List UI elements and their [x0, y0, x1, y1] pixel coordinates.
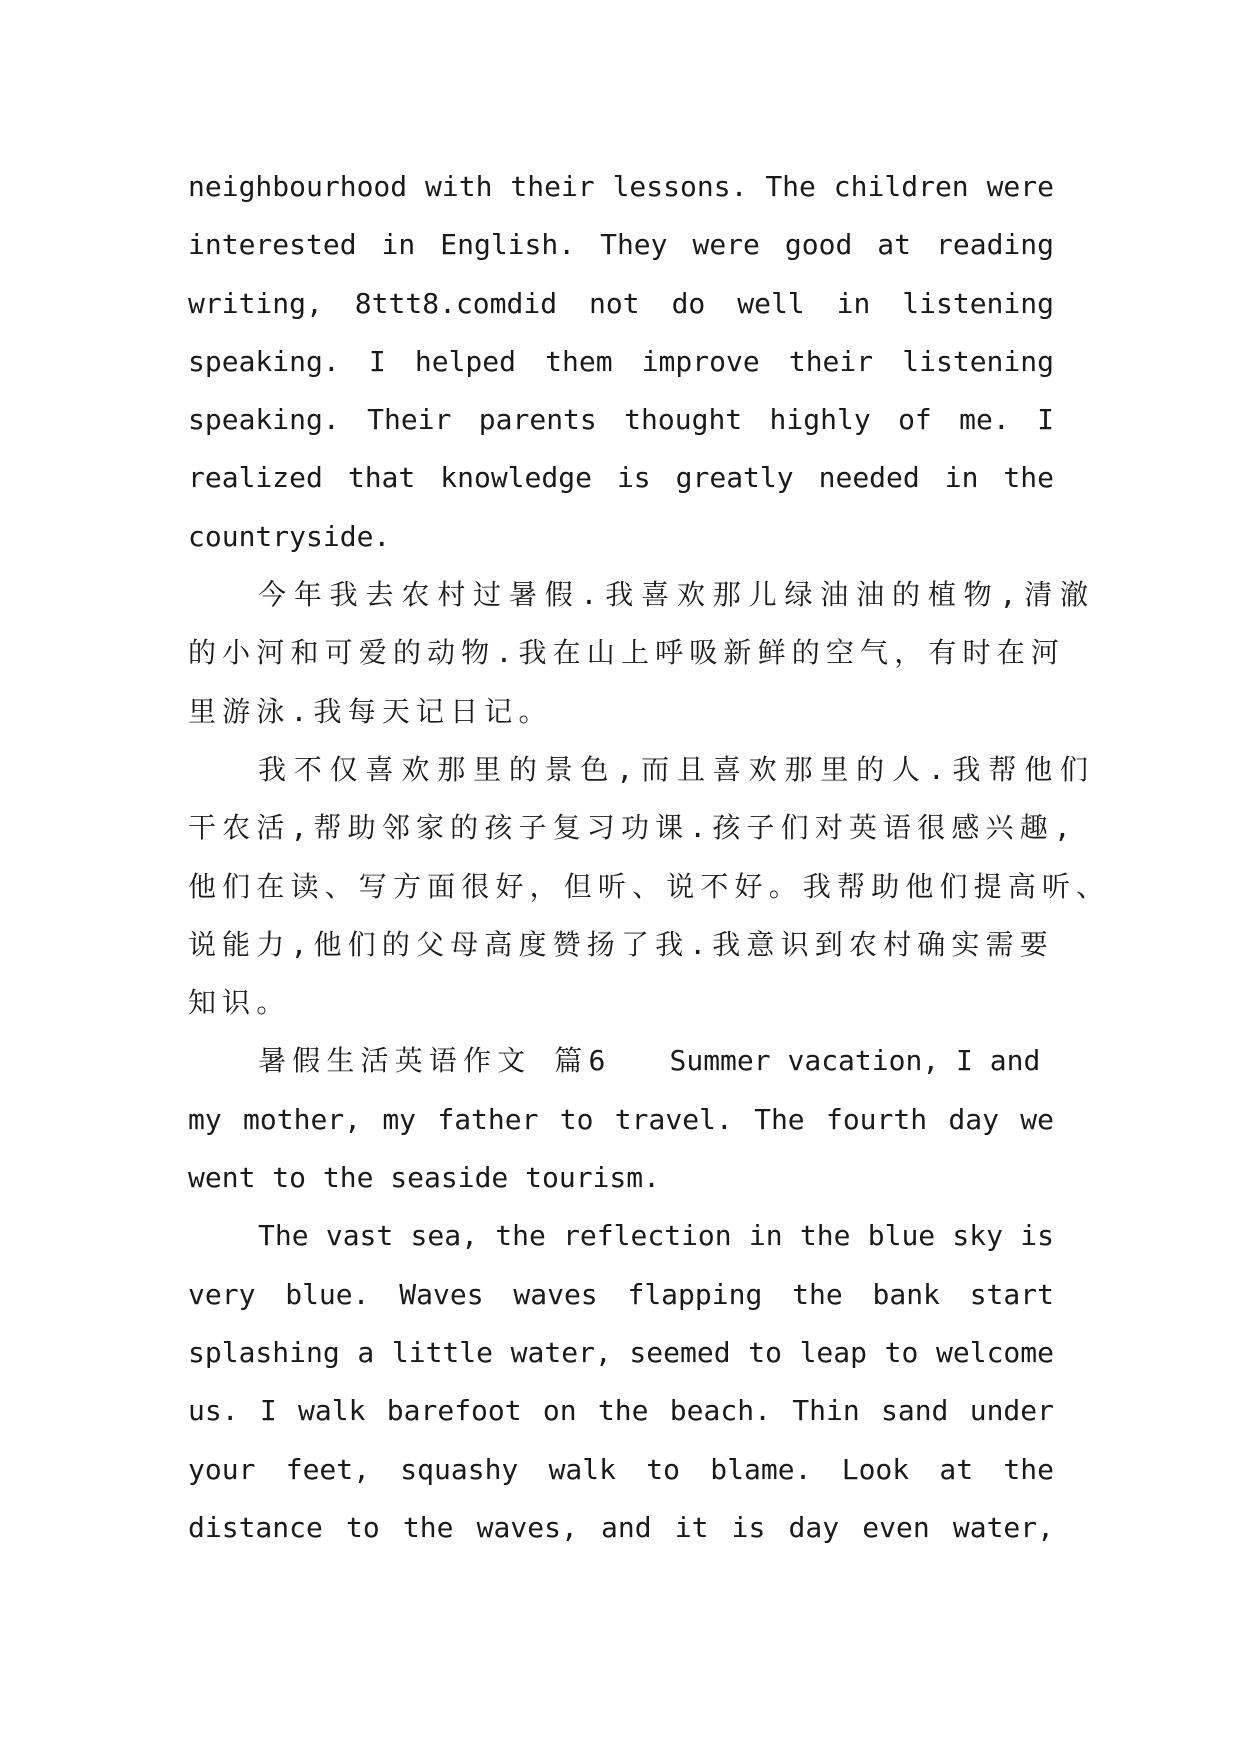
text-line: writing, 8ttt8.comdid not do well in listening — [188, 286, 1054, 320]
text-line: realized that knowledge is greatly needed in the — [188, 461, 1054, 495]
text-line: distance to the waves, and it is day even water, — [188, 1510, 1054, 1544]
text-line: 我不仅喜欢那里的景色,而且喜欢那里的人.我帮他们 — [258, 752, 1096, 786]
section-heading: 暑假生活英语作文 篇6 — [258, 1044, 612, 1078]
text-line: 里游泳.我每天记日记。 — [188, 694, 553, 728]
section-intro: Summer vacation, I and — [669, 1044, 1041, 1078]
section-heading-line — [188, 1032, 1054, 1090]
text-line: interested in English. They were good at reading — [188, 228, 1054, 262]
text-line: splashing a little water, seemed to leap to welcome — [188, 1335, 1054, 1369]
text-line: neighbourhood with their lessons. The children were — [188, 170, 1054, 203]
text-line: 他们在读、写方面很好，但听、说不好。我帮助他们提高听、 — [188, 869, 1111, 903]
text-line: went to the seaside tourism. — [188, 1161, 661, 1195]
text-line: speaking. I helped them improve their listening — [188, 344, 1054, 378]
text-line: my mother, my father to travel. The fourth day we — [188, 1102, 1054, 1136]
text-line: very blue. Waves waves flapping the bank start — [188, 1277, 1054, 1311]
text-line: 的小河和可爱的动物.我在山上呼吸新鲜的空气，有时在河 — [188, 636, 1066, 670]
text-line: 知识。 — [188, 986, 291, 1020]
text-line: speaking. Their parents thought highly of me. I — [188, 403, 1054, 437]
text-line: 说能力,他们的父母高度赞扬了我.我意识到农村确实需要 — [188, 927, 1054, 961]
text-line: your feet, squashy walk to blame. Look at the — [188, 1452, 1054, 1486]
text-line: 干农活,帮助邻家的孩子复习功课.孩子们对英语很感兴趣, — [188, 811, 1077, 845]
text-line: 今年我去农村过暑假.我喜欢那儿绿油油的植物,清澈 — [258, 578, 1096, 612]
document-body — [188, 158, 1111, 1557]
text-line: The vast sea, the reflection in the blue sky is — [258, 1219, 1054, 1253]
text-line: us. I walk barefoot on the beach. Thin sand under — [188, 1394, 1054, 1428]
text-line: countryside. — [188, 519, 391, 553]
